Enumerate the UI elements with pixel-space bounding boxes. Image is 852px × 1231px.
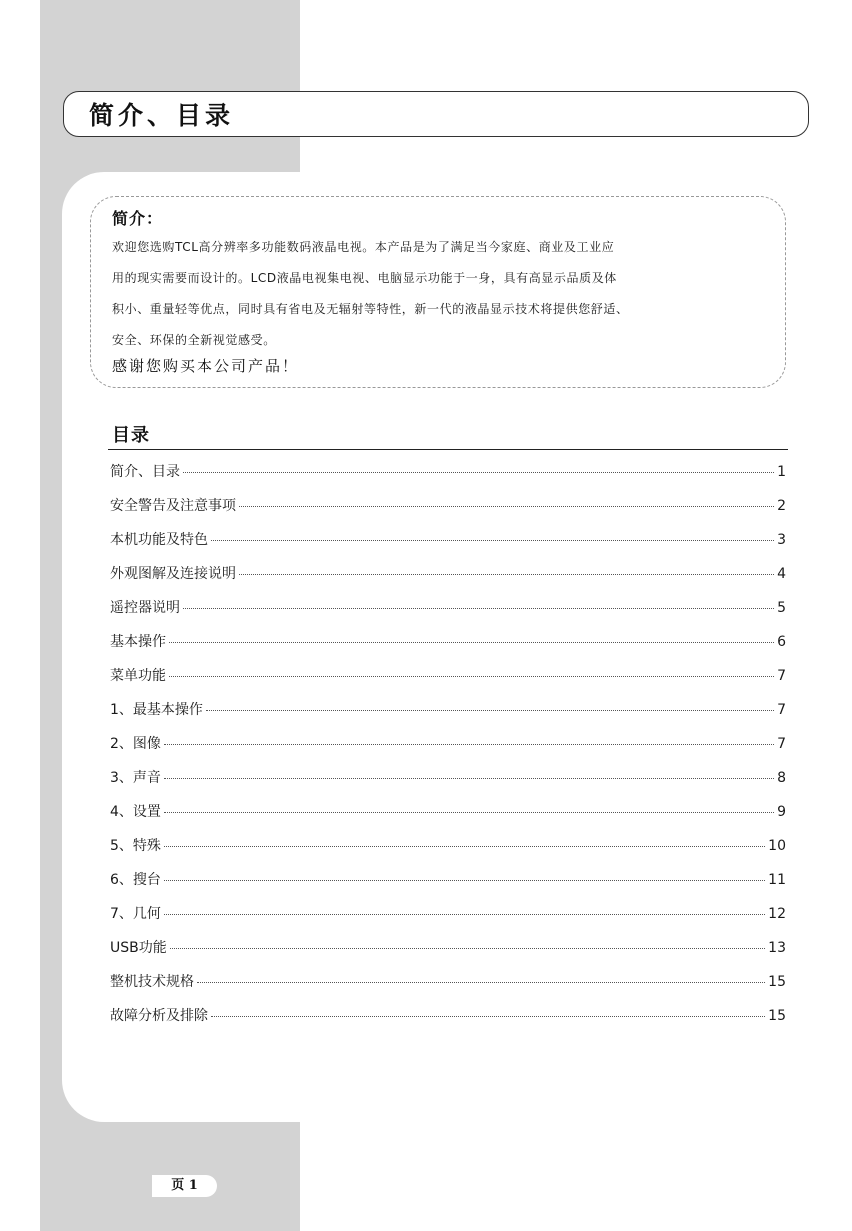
toc-divider <box>108 449 788 450</box>
toc-entry-label: 整机技术规格 <box>110 974 194 990</box>
toc-leader <box>206 710 774 711</box>
toc-entry-page: 15 <box>768 1008 786 1024</box>
toc-entry-page: 7 <box>777 736 786 752</box>
toc-heading: 目录 <box>112 425 150 446</box>
toc-entry-label: 故障分析及排除 <box>110 1008 208 1024</box>
toc-entry-page: 11 <box>768 872 786 888</box>
toc-entry[interactable] <box>110 523 786 557</box>
toc-entry-label: 遥控器说明 <box>110 600 180 616</box>
toc-leader <box>164 880 765 881</box>
toc-entry-page: 2 <box>777 498 786 514</box>
intro-body <box>112 232 784 356</box>
toc-entry[interactable] <box>110 489 786 523</box>
toc-entry-page: 15 <box>768 974 786 990</box>
toc-entry-label: 本机功能及特色 <box>110 532 208 548</box>
toc-entry[interactable] <box>110 761 786 795</box>
toc-entry[interactable] <box>110 897 786 931</box>
toc-entry-page: 3 <box>777 532 786 548</box>
toc-entry[interactable] <box>110 693 786 727</box>
toc-leader <box>164 914 765 915</box>
toc-leader <box>164 812 774 813</box>
toc-leader <box>239 574 774 575</box>
toc-entry[interactable] <box>110 557 786 591</box>
toc-entry[interactable] <box>110 795 786 829</box>
toc-leader <box>164 778 774 779</box>
toc-entry[interactable] <box>110 455 786 489</box>
toc-entry-label: 基本操作 <box>110 634 166 650</box>
toc-leader <box>183 472 774 473</box>
toc-entry[interactable] <box>110 727 786 761</box>
toc-entry[interactable] <box>110 625 786 659</box>
toc-entry[interactable] <box>110 659 786 693</box>
toc-entry-label: 安全警告及注意事项 <box>110 498 236 514</box>
toc-entry-label: 6、搜台 <box>110 872 161 888</box>
toc-list <box>110 455 786 1033</box>
intro-heading: 简介： <box>112 209 164 228</box>
intro-thanks: 感谢您购买本公司产品！ <box>112 357 300 375</box>
toc-entry[interactable] <box>110 931 786 965</box>
toc-entry-page: 7 <box>777 702 786 718</box>
intro-line: 安全、环保的全新视觉感受。 <box>112 333 276 347</box>
toc-leader <box>164 846 765 847</box>
toc-entry[interactable] <box>110 965 786 999</box>
toc-leader <box>197 982 765 983</box>
toc-entry-page: 6 <box>777 634 786 650</box>
toc-entry[interactable] <box>110 863 786 897</box>
intro-line: 用的现实需要而设计的。LCD液晶电视集电视、电脑显示功能于一身，具有高显示品质及体 <box>112 271 617 285</box>
page-number-tab: 页 1 <box>152 1175 217 1197</box>
toc-entry-label: 2、图像 <box>110 736 161 752</box>
page-title: 简介、目录 <box>89 101 235 130</box>
toc-entry-page: 13 <box>768 940 786 956</box>
toc-entry-page: 10 <box>768 838 786 854</box>
toc-leader <box>183 608 774 609</box>
toc-entry-label: USB功能 <box>110 940 167 956</box>
toc-entry-page: 12 <box>768 906 786 922</box>
toc-leader <box>170 948 765 949</box>
toc-entry-label: 外观图解及连接说明 <box>110 566 236 582</box>
intro-line: 积小、重量轻等优点，同时具有省电及无辐射等特性，新一代的液晶显示技术将提供您舒适、 <box>112 302 629 316</box>
toc-entry[interactable] <box>110 829 786 863</box>
intro-line: 欢迎您选购TCL高分辨率多功能数码液晶电视。本产品是为了满足当今家庭、商业及工业应 <box>112 240 615 254</box>
toc-leader <box>169 676 774 677</box>
toc-entry-label: 1、最基本操作 <box>110 702 203 718</box>
toc-leader <box>211 1016 765 1017</box>
toc-entry-label: 5、特殊 <box>110 838 161 854</box>
toc-entry-label: 7、几何 <box>110 906 161 922</box>
toc-leader <box>164 744 774 745</box>
toc-entry-page: 4 <box>777 566 786 582</box>
toc-entry-label: 菜单功能 <box>110 668 166 684</box>
toc-entry-label: 简介、目录 <box>110 464 180 480</box>
toc-leader <box>239 506 774 507</box>
toc-entry-page: 5 <box>777 600 786 616</box>
toc-entry-page: 7 <box>777 668 786 684</box>
toc-entry-page: 8 <box>777 770 786 786</box>
toc-entry-page: 9 <box>777 804 786 820</box>
toc-entry-label: 3、声音 <box>110 770 161 786</box>
title-frame <box>63 91 809 137</box>
toc-entry-label: 4、设置 <box>110 804 161 820</box>
toc-entry[interactable] <box>110 591 786 625</box>
toc-entry[interactable] <box>110 999 786 1033</box>
toc-leader <box>169 642 774 643</box>
toc-leader <box>211 540 774 541</box>
toc-entry-page: 1 <box>777 464 786 480</box>
